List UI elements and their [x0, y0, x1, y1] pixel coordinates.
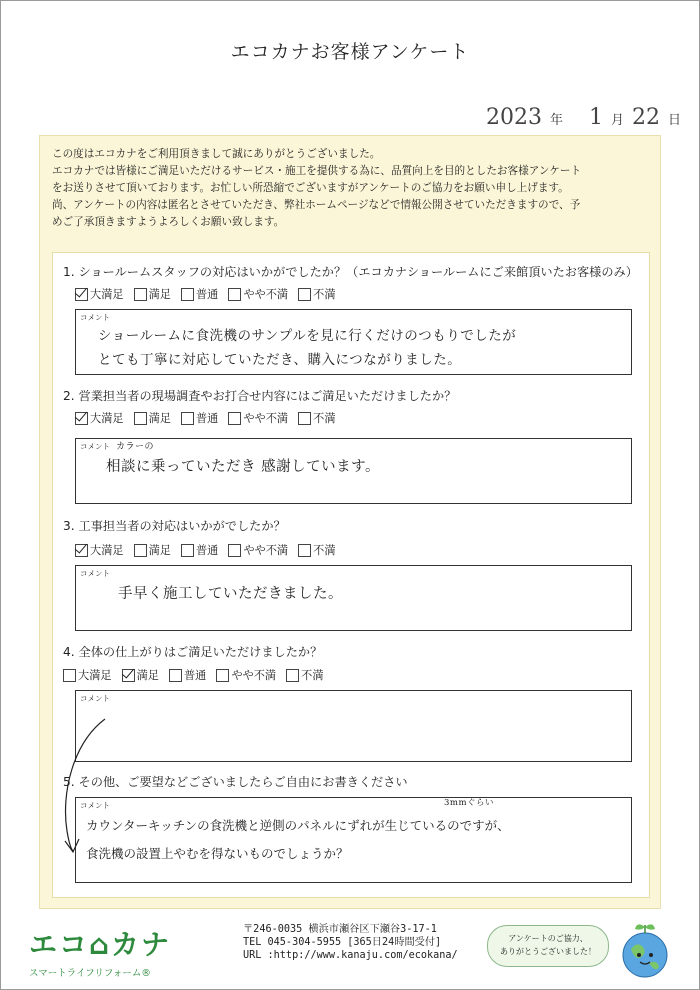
earth-mascot-icon	[613, 919, 683, 981]
option-satisfied[interactable]: 満足	[134, 286, 171, 302]
option-satisfied[interactable]: 満足	[134, 542, 171, 558]
option-somewhat-dissatisfied[interactable]: やや不満	[228, 410, 288, 426]
comment-label: コメント	[80, 569, 110, 578]
intro-line: エコカナでは皆様にご満足いただけるサービス・施工を提供する為に、品質向上を目的としたお客様アンケート	[52, 165, 582, 177]
question-1: 1. ショールームスタッフの対応はいかがでしたか？（エコカナショールームにご来館頂いたお客様のみ）	[63, 265, 638, 279]
question-3: 3. 工事担当者の対応はいかがでしたか？	[63, 519, 286, 533]
logo-subtitle: スマートライフリフォーム®	[29, 968, 151, 979]
website: URL :http://www.kanaju.com/ecokana/	[243, 950, 458, 961]
option-very-satisfied[interactable]: 大満足	[75, 410, 124, 426]
comment-label: コメント	[80, 313, 110, 322]
question-5: 5. その他、ご要望などございましたらご自由にお書きください	[63, 775, 408, 789]
option-dissatisfied[interactable]: 不満	[286, 667, 323, 683]
company-logo	[29, 923, 171, 979]
option-neutral[interactable]: 普通	[181, 286, 218, 302]
intro-line: めご了承頂きますようよろしくお願い致します。	[52, 216, 285, 228]
comment-label: コメント	[80, 694, 110, 703]
handwritten-line: カウンターキッチンの食洗機と逆側のパネルにずれが生じているのですが、	[86, 818, 510, 833]
option-satisfied[interactable]: 満足	[122, 667, 159, 683]
date-month: 1	[588, 105, 603, 130]
option-satisfied[interactable]: 満足	[134, 410, 171, 426]
option-dissatisfied[interactable]: 不満	[298, 410, 335, 426]
option-somewhat-dissatisfied[interactable]: やや不満	[216, 667, 276, 683]
handwritten-arrow	[53, 253, 649, 897]
date-day-unit: 日	[667, 113, 681, 128]
survey-panel	[39, 135, 661, 909]
option-very-satisfied[interactable]: 大満足	[75, 542, 124, 558]
option-somewhat-dissatisfied[interactable]: やや不満	[228, 286, 288, 302]
bubble-line: アンケートのご協力、	[508, 934, 588, 943]
survey-date	[486, 105, 681, 130]
thank-you-bubble	[487, 925, 609, 967]
comment-label: コメント	[80, 801, 110, 810]
date-year: 2023	[485, 105, 542, 130]
handwritten-note: 3mmぐらい	[444, 798, 495, 808]
handwritten-line: ショールームに食洗機のサンプルを見に行くだけのつもりでしたが	[98, 328, 517, 344]
option-somewhat-dissatisfied[interactable]: やや不満	[228, 542, 288, 558]
option-dissatisfied[interactable]: 不満	[298, 286, 335, 302]
intro-line: 尚、アンケートの内容は匿名とさせていただき、弊社ホームページなどで情報公開させていただきますので、予	[52, 199, 581, 211]
questions-area	[52, 252, 650, 898]
intro-line: をお送りさせて頂いております。お忙しい所恐縮でございますがアンケートのご協力をお願い申し上げます。	[52, 182, 569, 194]
handwritten-note: カラーの	[116, 442, 155, 452]
question-4: 4. 全体の仕上がりはご満足いただけましたか？	[63, 645, 323, 659]
date-day: 22	[631, 105, 660, 130]
option-neutral[interactable]: 普通	[181, 410, 218, 426]
page-title: エコカナお客様アンケート	[230, 41, 470, 63]
address: 〒246-0035 横浜市瀬谷区下瀬谷3-17-1	[243, 924, 437, 935]
option-very-satisfied[interactable]: 大満足	[75, 286, 124, 302]
option-dissatisfied[interactable]: 不満	[298, 542, 335, 558]
phone: TEL 045-304-5955 [365日24時間受付]	[243, 937, 442, 948]
comment-label: コメント	[80, 442, 110, 451]
intro-line: この度はエコカナをご利用頂きまして誠にありがとうございました。	[52, 148, 381, 160]
date-month-unit: 月	[610, 113, 624, 128]
footer	[1, 917, 699, 987]
date-year-unit: 年	[549, 113, 563, 128]
intro-text	[52, 146, 652, 231]
option-neutral[interactable]: 普通	[169, 667, 206, 683]
handwritten-line: 相談に乗っていただき 感謝しています。	[106, 459, 380, 475]
option-neutral[interactable]: 普通	[181, 542, 218, 558]
logo-text: エコ⌂カナ	[29, 928, 172, 961]
handwritten-line: 食洗機の設置上やむを得ないものでしょうか？	[86, 846, 349, 861]
option-very-satisfied[interactable]: 大満足	[63, 667, 112, 683]
bubble-line: ありがとうございました！	[500, 947, 596, 956]
handwritten-line: 手早く施工していただきました。	[118, 586, 343, 602]
question-2: 2. 営業担当者の現場調査やお打合せ内容にはご満足いただけましたか？	[63, 389, 457, 403]
company-contact	[243, 923, 458, 962]
handwritten-line: とても丁寧に対応していただき、購入につながりました。	[98, 352, 462, 368]
